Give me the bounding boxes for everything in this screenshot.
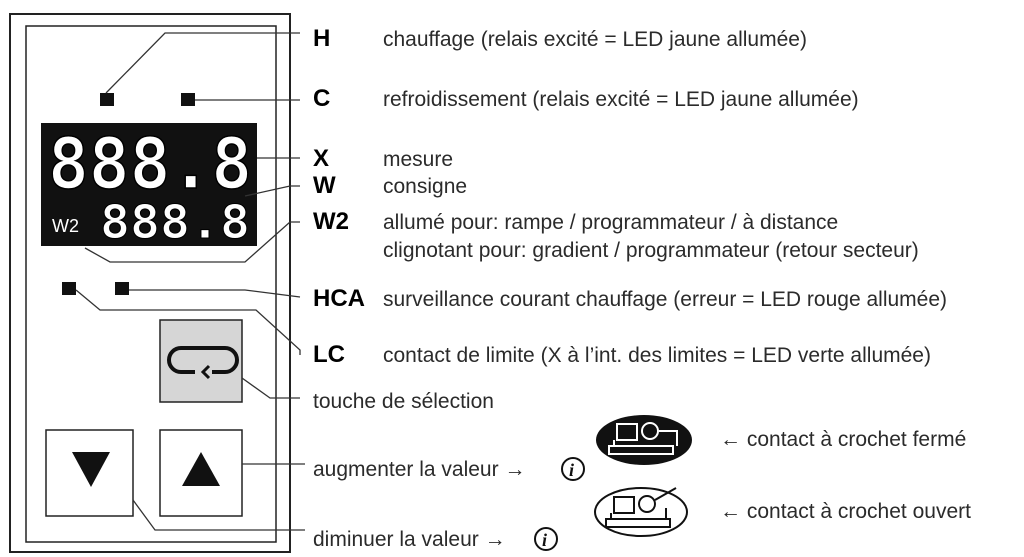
key-w: W	[313, 172, 336, 199]
info-icon	[535, 528, 557, 550]
select-label: touche de sélection	[313, 390, 494, 413]
led-lc	[115, 282, 129, 295]
led-c	[181, 93, 195, 106]
hook-contact-closed-icon	[596, 415, 692, 465]
up-label: augmenter la valeur →	[313, 458, 526, 481]
up-button[interactable]	[160, 430, 242, 516]
down-label: diminuer la valeur →	[313, 528, 506, 551]
key-h: H	[313, 25, 331, 52]
text-c: refroidissement (relais excité = LED jaune allumée)	[383, 88, 859, 111]
text-x: mesure	[383, 148, 454, 171]
w2-tag: W2	[52, 216, 79, 236]
key-x: X	[313, 145, 330, 172]
info-glyph-up: i	[569, 460, 575, 480]
contact-closed-label: ← contact à crochet fermé	[720, 428, 967, 451]
sub-readout: 888.8	[100, 195, 250, 249]
key-c: C	[313, 85, 331, 112]
hook-contact-open-icon	[595, 488, 687, 536]
key-hca: HCA	[313, 285, 365, 312]
text-w2-line1: allumé pour: rampe / programmateur / à distance	[383, 211, 839, 234]
info-glyph-down: i	[542, 530, 548, 550]
key-lc: LC	[313, 341, 345, 368]
text-h: chauffage (relais excité = LED jaune allumée)	[383, 28, 807, 51]
contact-open-label: ← contact à crochet ouvert	[720, 500, 971, 523]
led-h	[100, 93, 114, 106]
lcd-display	[41, 123, 257, 249]
main-readout: 888.8	[48, 123, 252, 205]
led-hca	[62, 282, 76, 295]
text-hca: surveillance courant chauffage (erreur = LED rouge allumée)	[383, 288, 948, 311]
down-button[interactable]	[46, 430, 133, 516]
select-button[interactable]	[160, 320, 242, 402]
text-w2-line2: clignotant pour: gradient / programmateur (retour secteur)	[383, 239, 919, 262]
key-w2: W2	[313, 208, 349, 235]
text-lc: contact de limite (X à l’int. des limites = LED verte allumée)	[383, 344, 931, 367]
info-icon	[562, 458, 584, 480]
text-w: consigne	[383, 175, 468, 198]
